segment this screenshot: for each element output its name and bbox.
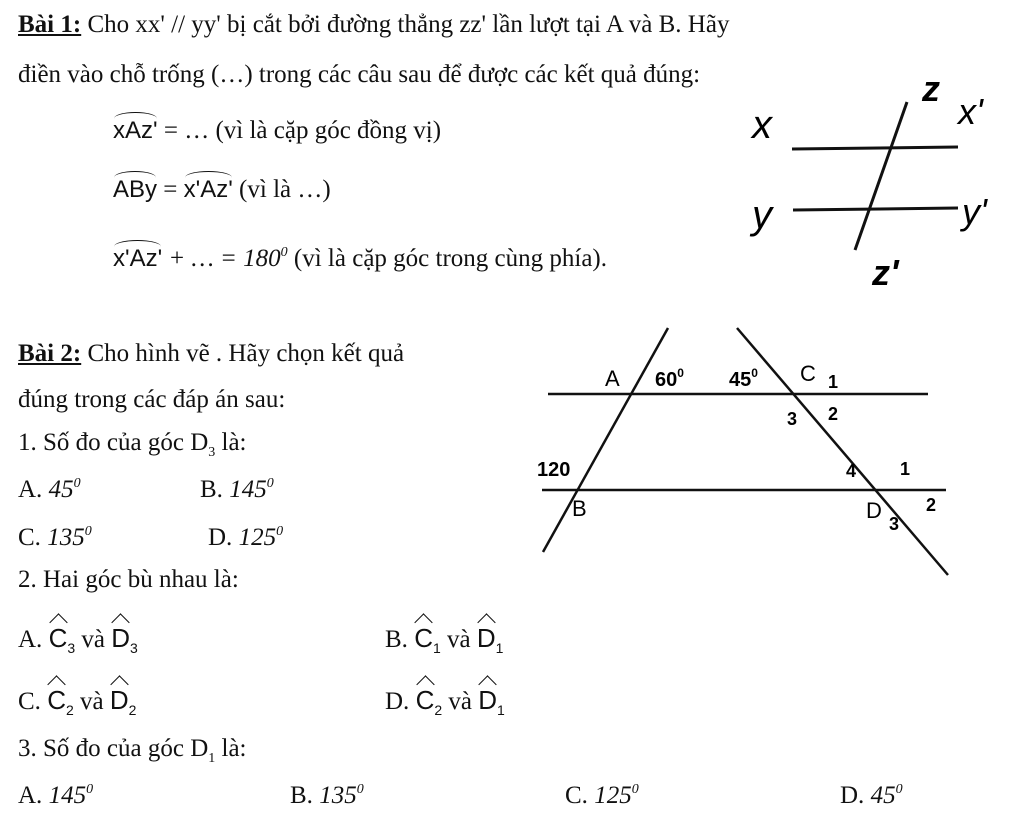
q3-option-b-value: 135 (319, 782, 357, 809)
q2-c-angle1-sub: 2 (65, 702, 74, 718)
q3-option-c-value: 125 (594, 782, 632, 809)
q1-option-c-value: 135 (47, 524, 85, 551)
hand-label-z: z (922, 68, 940, 109)
label-angle-45-deg: 0 (751, 366, 758, 380)
q1-prefix: 1. Số đo của góc D (18, 429, 209, 456)
ex1-line2: điền vào chỗ trống (…) trong các câu sau để được các kết quả đúng: (18, 61, 701, 88)
q1-option-d-deg: 0 (276, 524, 284, 539)
q3-suffix: là: (215, 735, 247, 762)
label-angle-60-value: 60 (655, 369, 678, 391)
angle-x-prime-Az-prime-2: x'Az' (113, 245, 163, 272)
hand-label-z-prime: z' (872, 252, 899, 293)
ex1-heading: Bài 1: (18, 11, 82, 38)
q1-sub: 3 (208, 445, 216, 460)
transversal-CD (737, 328, 948, 575)
q3-option-a-value: 145 (48, 782, 87, 809)
ex2-line1-text: Cho hình vẽ . Hãy chọn kết quả (81, 340, 405, 367)
ex2-line2: đúng trong các đáp án sau: (18, 386, 286, 413)
q2-d-angle1: C (415, 685, 435, 715)
q1-option-a-value: 45 (48, 476, 74, 503)
q2-b-angle2-sub: 1 (495, 640, 504, 656)
q2-option-a-label: A. (18, 626, 49, 653)
q2-c-angle1: C (47, 685, 66, 715)
q1-option-c-deg: 0 (84, 524, 92, 539)
q3-option-b-deg: 0 (356, 782, 364, 797)
q1-option-b-deg: 0 (266, 476, 274, 491)
label-angle-60-deg: 0 (677, 366, 684, 380)
label-C2: 2 (828, 404, 839, 424)
q2-c-and: và (73, 688, 110, 715)
hand-label-y: y (752, 193, 772, 237)
q1-option-d-value: 125 (238, 524, 277, 551)
ex1-line1-text: Cho xx' // yy' bị cắt bởi đường thẳng zz' lần lượt tại A và B. Hãy (81, 11, 730, 38)
q2-d-and: và (442, 688, 479, 715)
q2-a-angle2: D (111, 623, 131, 653)
q2-option-c-label: C. (18, 688, 48, 715)
q3-option-d-value: 45 (870, 782, 896, 809)
q2-b-angle2: D (476, 623, 496, 653)
q1-option-b-value: 145 (229, 476, 267, 503)
q2-b-angle1: C (414, 623, 433, 653)
angle-xAz-prime: xAz' (113, 117, 158, 144)
q1-option-a-deg: 0 (73, 476, 81, 491)
hand-label-x: x (752, 103, 772, 147)
q1-option-b-label: B. (200, 476, 230, 503)
angle-x-prime-Az-prime: x'Az' (183, 176, 233, 203)
label-angle-45 (729, 366, 758, 391)
q3-sub: 1 (208, 751, 216, 766)
ex1-s3-deg: 0 (280, 245, 288, 260)
angle-ABy: ABy (113, 176, 158, 203)
q1-option-d-label: D. (208, 524, 239, 551)
q2-d-angle2: D (478, 685, 498, 715)
q1-suffix: là: (215, 429, 247, 456)
q3-option-d-deg: 0 (895, 782, 903, 797)
q2-option-b-label: B. (385, 626, 415, 653)
label-D4: 4 (846, 461, 857, 481)
label-D1: 1 (900, 459, 911, 479)
q2-a-angle1: C (48, 623, 68, 653)
q3-option-c-deg: 0 (631, 782, 639, 797)
label-B: B (572, 496, 587, 521)
label-D2: 2 (926, 495, 937, 515)
q2-c-angle2-sub: 2 (128, 702, 137, 718)
label-D: D (866, 498, 882, 523)
q3-option-a-deg: 0 (86, 782, 94, 797)
label-A: A (605, 366, 620, 391)
q2-c-angle2: D (109, 685, 129, 715)
hand-label-x-prime: x' (958, 91, 983, 132)
q3-option-d-label: D. (840, 782, 871, 809)
transversal-AB (543, 328, 668, 552)
hand-label-y-prime: y' (962, 191, 987, 232)
label-angle-120: 120 (537, 459, 571, 481)
ex1-s3-mid: + … = 180 (162, 245, 281, 272)
label-C1: 1 (828, 372, 839, 392)
ex1-s2-eq: = (157, 176, 184, 203)
ex1-s2-rest: (vì là …) (232, 176, 331, 203)
q3-option-b-label: B. (290, 782, 320, 809)
q2-a-and: và (75, 626, 112, 653)
label-angle-45-value: 45 (729, 369, 752, 391)
q2-option-d-label: D. (385, 688, 416, 715)
ex1-s3-rest: (vì là cặp góc trong cùng phía). (287, 245, 607, 272)
q2-d-angle2-sub: 1 (497, 702, 505, 718)
ex1-s1-rest: = … (vì là cặp góc đồng vị) (157, 117, 442, 144)
q2-b-angle1-sub: 1 (432, 640, 441, 656)
q3-option-a-label: A. (18, 782, 49, 809)
ex2-q2: 2. Hai góc bù nhau là: (18, 566, 239, 593)
ex2-heading: Bài 2: (18, 340, 82, 367)
q2-d-angle1-sub: 2 (434, 702, 443, 718)
q2-a-angle2-sub: 3 (130, 640, 138, 656)
q3-prefix: 3. Số đo của góc D (18, 735, 209, 762)
q1-option-a-label: A. (18, 476, 49, 503)
q2-a-angle1-sub: 3 (67, 640, 76, 656)
label-D3: 3 (889, 514, 900, 534)
q2-b-and: và (440, 626, 477, 653)
q1-option-c-label: C. (18, 524, 48, 551)
q3-option-c-label: C. (565, 782, 595, 809)
label-C: C (800, 361, 816, 386)
label-angle-60 (655, 366, 684, 391)
label-C3: 3 (787, 409, 798, 429)
